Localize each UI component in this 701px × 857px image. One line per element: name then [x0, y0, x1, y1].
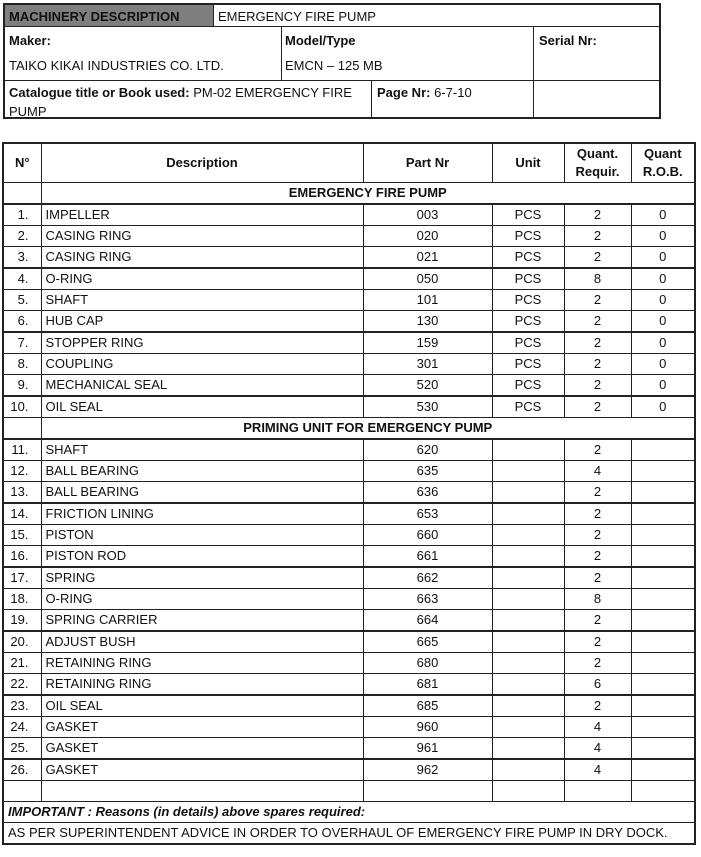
row-description: BALL BEARING: [41, 482, 363, 504]
important-label: IMPORTANT : Reasons (in details) above spares required:: [3, 802, 695, 823]
row-description: SHAFT: [41, 290, 363, 311]
row-quant-rob: [631, 461, 695, 482]
machinery-description-value: EMERGENCY FIRE PUMP: [218, 9, 376, 24]
table-row: [3, 610, 695, 632]
table-row: [3, 503, 695, 525]
row-quant-rob: [631, 482, 695, 504]
row-part-nr: 660: [363, 525, 492, 546]
row-quant-requir: 2: [564, 631, 631, 653]
row-number: 14.: [3, 503, 41, 525]
row-description: CASING RING: [41, 247, 363, 269]
row-unit: [492, 759, 564, 781]
row-description: O-RING: [41, 268, 363, 290]
row-unit: [492, 674, 564, 696]
row-description: SHAFT: [41, 439, 363, 461]
row-unit: PCS: [492, 226, 564, 247]
reason-row: [3, 823, 695, 845]
table-row: [3, 311, 695, 333]
row-number: 7.: [3, 332, 41, 354]
row-number: 11.: [3, 439, 41, 461]
section-header-row: [3, 183, 695, 205]
row-part-nr: 520: [363, 375, 492, 397]
row-unit: PCS: [492, 311, 564, 333]
serial-field: [535, 29, 659, 79]
row-unit: [492, 717, 564, 738]
row-quant-rob: 0: [631, 396, 695, 418]
row-quant-rob: [631, 610, 695, 632]
row-unit: PCS: [492, 396, 564, 418]
section-header-row: [3, 418, 695, 440]
table-row: [3, 567, 695, 589]
row-number: 15.: [3, 525, 41, 546]
row-number: 4.: [3, 268, 41, 290]
table-row: [3, 396, 695, 418]
table-row: [3, 674, 695, 696]
table-row: [3, 525, 695, 546]
row-unit: [492, 503, 564, 525]
col-header-no: N°: [3, 143, 41, 183]
row-description: SPRING: [41, 567, 363, 589]
catalogue-value: PM-02 EMERGENCY FIRE PUMP: [9, 85, 352, 119]
serial-label: Serial Nr:: [539, 33, 597, 48]
row-unit: PCS: [492, 375, 564, 397]
row-part-nr: 662: [363, 567, 492, 589]
row-quant-requir: 2: [564, 396, 631, 418]
col-header-part-nr: Part Nr: [363, 143, 492, 183]
row-quant-requir: 2: [564, 226, 631, 247]
row-quant-rob: 0: [631, 332, 695, 354]
row-unit: [492, 631, 564, 653]
row-number: 2.: [3, 226, 41, 247]
row-quant-rob: 0: [631, 290, 695, 311]
row-quant-rob: [631, 503, 695, 525]
table-row: [3, 717, 695, 738]
row-description: RETAINING RING: [41, 653, 363, 674]
row-description: GASKET: [41, 759, 363, 781]
row-description: HUB CAP: [41, 311, 363, 333]
section-title: PRIMING UNIT FOR EMERGENCY PUMP: [41, 418, 695, 440]
row-part-nr: 101: [363, 290, 492, 311]
table-row: [3, 738, 695, 760]
table-row: [3, 268, 695, 290]
row-part-nr: 301: [363, 354, 492, 375]
row-description: RETAINING RING: [41, 674, 363, 696]
blank-row: [3, 781, 695, 802]
row-quant-rob: [631, 695, 695, 717]
page-label: Page Nr:: [377, 85, 431, 100]
col-header-quant-rob: Quant R.O.B.: [631, 143, 695, 183]
row-description: ADJUST BUSH: [41, 631, 363, 653]
row-unit: [492, 653, 564, 674]
row-part-nr: 021: [363, 247, 492, 269]
row-unit: [492, 738, 564, 760]
row-description: BALL BEARING: [41, 461, 363, 482]
row-number: 5.: [3, 290, 41, 311]
row-quant-requir: 2: [564, 311, 631, 333]
row-description: IMPELLER: [41, 204, 363, 226]
row-quant-requir: 4: [564, 717, 631, 738]
page-value: 6-7-10: [434, 85, 472, 100]
row-quant-rob: 0: [631, 247, 695, 269]
row-quant-requir: 2: [564, 375, 631, 397]
row-quant-requir: 2: [564, 567, 631, 589]
row-part-nr: 663: [363, 589, 492, 610]
row-description: GASKET: [41, 717, 363, 738]
table-row: [3, 631, 695, 653]
row-quant-requir: 2: [564, 332, 631, 354]
row-quant-requir: 4: [564, 738, 631, 760]
row-quant-rob: [631, 759, 695, 781]
row-part-nr: 680: [363, 653, 492, 674]
row-unit: PCS: [492, 247, 564, 269]
row-description: O-RING: [41, 589, 363, 610]
table-row: [3, 439, 695, 461]
table-row: [3, 332, 695, 354]
row-description: CASING RING: [41, 226, 363, 247]
table-row: [3, 695, 695, 717]
row-number: 20.: [3, 631, 41, 653]
row-number: 24.: [3, 717, 41, 738]
row-part-nr: 635: [363, 461, 492, 482]
row-part-nr: 653: [363, 503, 492, 525]
row-unit: [492, 439, 564, 461]
row-quant-requir: 2: [564, 482, 631, 504]
row-quant-requir: 2: [564, 546, 631, 568]
row-part-nr: 530: [363, 396, 492, 418]
row-quant-rob: 0: [631, 226, 695, 247]
row-part-nr: 003: [363, 204, 492, 226]
table-row: [3, 653, 695, 674]
table-body: [3, 183, 695, 781]
row-part-nr: 664: [363, 610, 492, 632]
model-label: Model/Type: [285, 33, 356, 48]
model-value: EMCN – 125 MB: [285, 58, 383, 73]
table-header-row: [3, 143, 695, 183]
row-unit: [492, 525, 564, 546]
row-number: 6.: [3, 311, 41, 333]
col-header-description: Description: [41, 143, 363, 183]
table-row: [3, 482, 695, 504]
spare-parts-table: [2, 142, 696, 845]
row-part-nr: 620: [363, 439, 492, 461]
row-part-nr: 962: [363, 759, 492, 781]
row-part-nr: 636: [363, 482, 492, 504]
row-part-nr: 685: [363, 695, 492, 717]
catalogue-label: Catalogue title or Book used:: [9, 85, 190, 100]
row-unit: [492, 567, 564, 589]
row-quant-requir: 2: [564, 525, 631, 546]
row-unit: PCS: [492, 290, 564, 311]
row-quant-rob: [631, 631, 695, 653]
row-quant-rob: [631, 738, 695, 760]
table-row: [3, 226, 695, 247]
row-part-nr: 159: [363, 332, 492, 354]
table-footer: [3, 781, 695, 845]
row-quant-rob: [631, 717, 695, 738]
table-row: [3, 290, 695, 311]
row-description: SPRING CARRIER: [41, 610, 363, 632]
row-unit: [492, 482, 564, 504]
row-part-nr: 681: [363, 674, 492, 696]
row-quant-requir: 2: [564, 503, 631, 525]
row-number: 17.: [3, 567, 41, 589]
row-number: 22.: [3, 674, 41, 696]
row-part-nr: 665: [363, 631, 492, 653]
row-quant-rob: [631, 674, 695, 696]
row-unit: [492, 695, 564, 717]
row-number: 19.: [3, 610, 41, 632]
row-quant-requir: 2: [564, 354, 631, 375]
row-quant-rob: 0: [631, 204, 695, 226]
table-row: [3, 759, 695, 781]
row-quant-requir: 8: [564, 589, 631, 610]
table-row: [3, 461, 695, 482]
row-part-nr: 661: [363, 546, 492, 568]
maker-field: [5, 29, 281, 79]
row-quant-requir: 6: [564, 674, 631, 696]
row-description: OIL SEAL: [41, 396, 363, 418]
row-quant-rob: [631, 567, 695, 589]
row-unit: [492, 610, 564, 632]
row-number: 26.: [3, 759, 41, 781]
row-quant-rob: 0: [631, 311, 695, 333]
row-number: 16.: [3, 546, 41, 568]
row-description: STOPPER RING: [41, 332, 363, 354]
row-quant-rob: [631, 546, 695, 568]
row-description: PISTON ROD: [41, 546, 363, 568]
section-title: EMERGENCY FIRE PUMP: [41, 183, 695, 205]
row-number: 25.: [3, 738, 41, 760]
row-quant-requir: 4: [564, 461, 631, 482]
machinery-description-label: MACHINERY DESCRIPTION: [5, 5, 213, 26]
table-row: [3, 589, 695, 610]
row-quant-requir: 2: [564, 695, 631, 717]
row-number: 18.: [3, 589, 41, 610]
row-number: 23.: [3, 695, 41, 717]
row-number: 8.: [3, 354, 41, 375]
row-quant-requir: 2: [564, 653, 631, 674]
catalogue-field: [5, 81, 371, 119]
row-number: 10.: [3, 396, 41, 418]
row-quant-requir: 2: [564, 204, 631, 226]
row-quant-requir: 4: [564, 759, 631, 781]
row-number: 9.: [3, 375, 41, 397]
table-row: [3, 546, 695, 568]
row-description: PISTON: [41, 525, 363, 546]
row-quant-rob: [631, 653, 695, 674]
important-row: [3, 802, 695, 823]
col-header-unit: Unit: [492, 143, 564, 183]
row-quant-requir: 2: [564, 439, 631, 461]
page-field: [373, 81, 533, 119]
row-quant-rob: [631, 525, 695, 546]
header-box: [3, 3, 661, 119]
row-description: FRICTION LINING: [41, 503, 363, 525]
model-field: [281, 29, 533, 79]
row-quant-requir: 8: [564, 268, 631, 290]
table-row: [3, 375, 695, 397]
row-quant-rob: 0: [631, 375, 695, 397]
row-quant-requir: 2: [564, 290, 631, 311]
row-description: OIL SEAL: [41, 695, 363, 717]
row-quant-requir: 2: [564, 247, 631, 269]
row-part-nr: 960: [363, 717, 492, 738]
row-unit: [492, 589, 564, 610]
row-number: 13.: [3, 482, 41, 504]
table-row: [3, 204, 695, 226]
row-part-nr: 130: [363, 311, 492, 333]
row-part-nr: 020: [363, 226, 492, 247]
row-unit: [492, 546, 564, 568]
maker-value: TAIKO KIKAI INDUSTRIES CO. LTD.: [9, 58, 224, 73]
row-description: GASKET: [41, 738, 363, 760]
row-number: 21.: [3, 653, 41, 674]
row-quant-rob: [631, 589, 695, 610]
row-number: 3.: [3, 247, 41, 269]
table-row: [3, 354, 695, 375]
row-number: 1.: [3, 204, 41, 226]
row-unit: [492, 461, 564, 482]
row-part-nr: 050: [363, 268, 492, 290]
row-description: COUPLING: [41, 354, 363, 375]
table-row: [3, 247, 695, 269]
row-quant-rob: 0: [631, 354, 695, 375]
row-unit: PCS: [492, 268, 564, 290]
row-unit: PCS: [492, 354, 564, 375]
maker-label: Maker:: [9, 33, 51, 48]
reason-text: AS PER SUPERINTENDENT ADVICE IN ORDER TO OVERHAUL OF EMERGENCY FIRE PUMP IN DRY DOCK.: [3, 823, 695, 845]
col-header-quant-requir: Quant. Requir.: [564, 143, 631, 183]
row-unit: PCS: [492, 332, 564, 354]
row-quant-rob: [631, 439, 695, 461]
row-unit: PCS: [492, 204, 564, 226]
row-description: MECHANICAL SEAL: [41, 375, 363, 397]
row-number: 12.: [3, 461, 41, 482]
row-part-nr: 961: [363, 738, 492, 760]
row-quant-rob: 0: [631, 268, 695, 290]
row-quant-requir: 2: [564, 610, 631, 632]
